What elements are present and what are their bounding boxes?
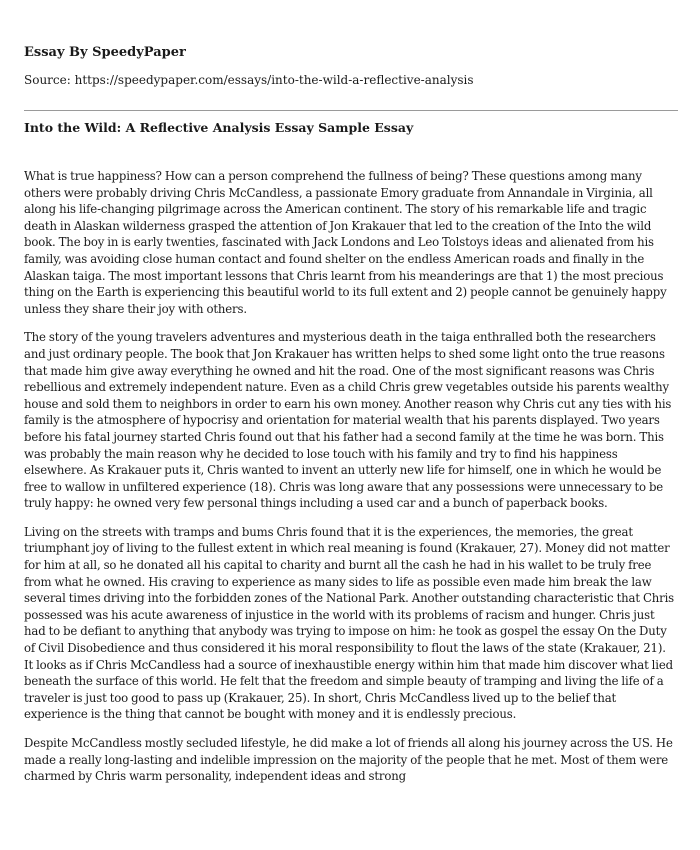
- site-title: Essay By SpeedyPaper: [24, 45, 186, 60]
- paragraph: Despite McCandless mostly secluded lifestyle, he did make a lot of friends all along his journey across the US. He made a really long-lasting and indelible impression on the majority of the people that he met. Most of them were charmed by Chris warm personality, independent ideas and strong: [24, 736, 673, 784]
- paragraph: The story of the young travelers adventures and mysterious death in the taiga enthralled both the researchers and just ordinary people. The book that Jon Krakauer has written helps to shed some light onto the true reasons that made him give away everything he owned and hit the road. One of the most significant reasons was Chris rebellious and extremely independent nature. Even as a child Chris grew vegetables outside his parents wealthy house and sold them to neighbors in order to earn his own money. Another reason why Chris cut any ties with his family is the atmosphere of hypocrisy and orientation for material wealth that his parents displayed. Two years before his fatal journey started Chris found out that his father had a second family at the time he was born. This was probably the main reason why he decided to lose touch with his family and try to find his happiness elsewhere. As Krakauer puts it, Chris wanted to invent an utterly new life for himself, one in which he would be free to wallow in unfiltered experience (18). Chris was long aware that any possessions were unnecessary to be truly happy: he owned very few personal things including a used car and a bunch of paperback books.: [24, 330, 672, 511]
- paragraph: Living on the streets with tramps and bums Chris found that it is the experiences, the memories, the great triumphant joy of living to the fullest extent in which real meaning is found (Krakauer, 27). Money did not matter for him at all, so he donated all his capital to charity and burnt all the cash he had in his wallet to be truly free from what he owned. His craving to experience as many sides to life as possible even made him break the law several times driving into the forbidden zones of the National Park. Another outstanding characteristic that Chris possessed was his acute awareness of injustice in the world with its problems of racism and hunger. Chris just had to be defiant to anything that anybody was trying to impose on him: he took as gospel the essay On the Duty of Civil Disobedience and thus considered it his moral responsibility to flout the laws of the state (Krakauer, 21). It looks as if Chris McCandless had a source of inexhaustible energy within him that made him discover what lied beneath the surface of this world. He felt that the freedom and simple beauty of tramping and living the life of a traveler is just too good to pass up (Krakauer, 25). In short, Chris McCandless lived up to the belief that experience is the thing that cannot be bought with money and it is endlessly precious.: [24, 524, 675, 722]
- document-header: [24, 44, 676, 88]
- essay-body: [24, 168, 676, 797]
- header-divider: [24, 110, 678, 111]
- paragraph: What is true happiness? How can a person comprehend the fullness of being? These questions among many others were probably driving Chris McCandless, a passionate Emory graduate from Annandale in Virginia, all along his life-changing pilgrimage across the American continent. The story of his remarkable life and tragic death in Alaskan wilderness grasped the attention of Jon Krakauer that led to the creation of the Into the wild book. The boy in is early twenties, fascinated with Jack Londons and Leo Tolstoys ideas and alienated from his family, was avoiding close human contact and found shelter on the endless American roads and finally in the Alaskan taiga. The most important lessons that Chris learnt from his meanderings are that 1) the most precious thing on the Earth is experiencing this beautiful world to its full extent and 2) people cannot be genuinely happy unless they share their joy with others.: [24, 169, 667, 316]
- essay-title: Into the Wild: A Reflective Analysis Essay Sample Essay: [24, 120, 414, 135]
- source-line: Source: https://speedypaper.com/essays/into-the-wild-a-reflective-analysis: [24, 73, 474, 87]
